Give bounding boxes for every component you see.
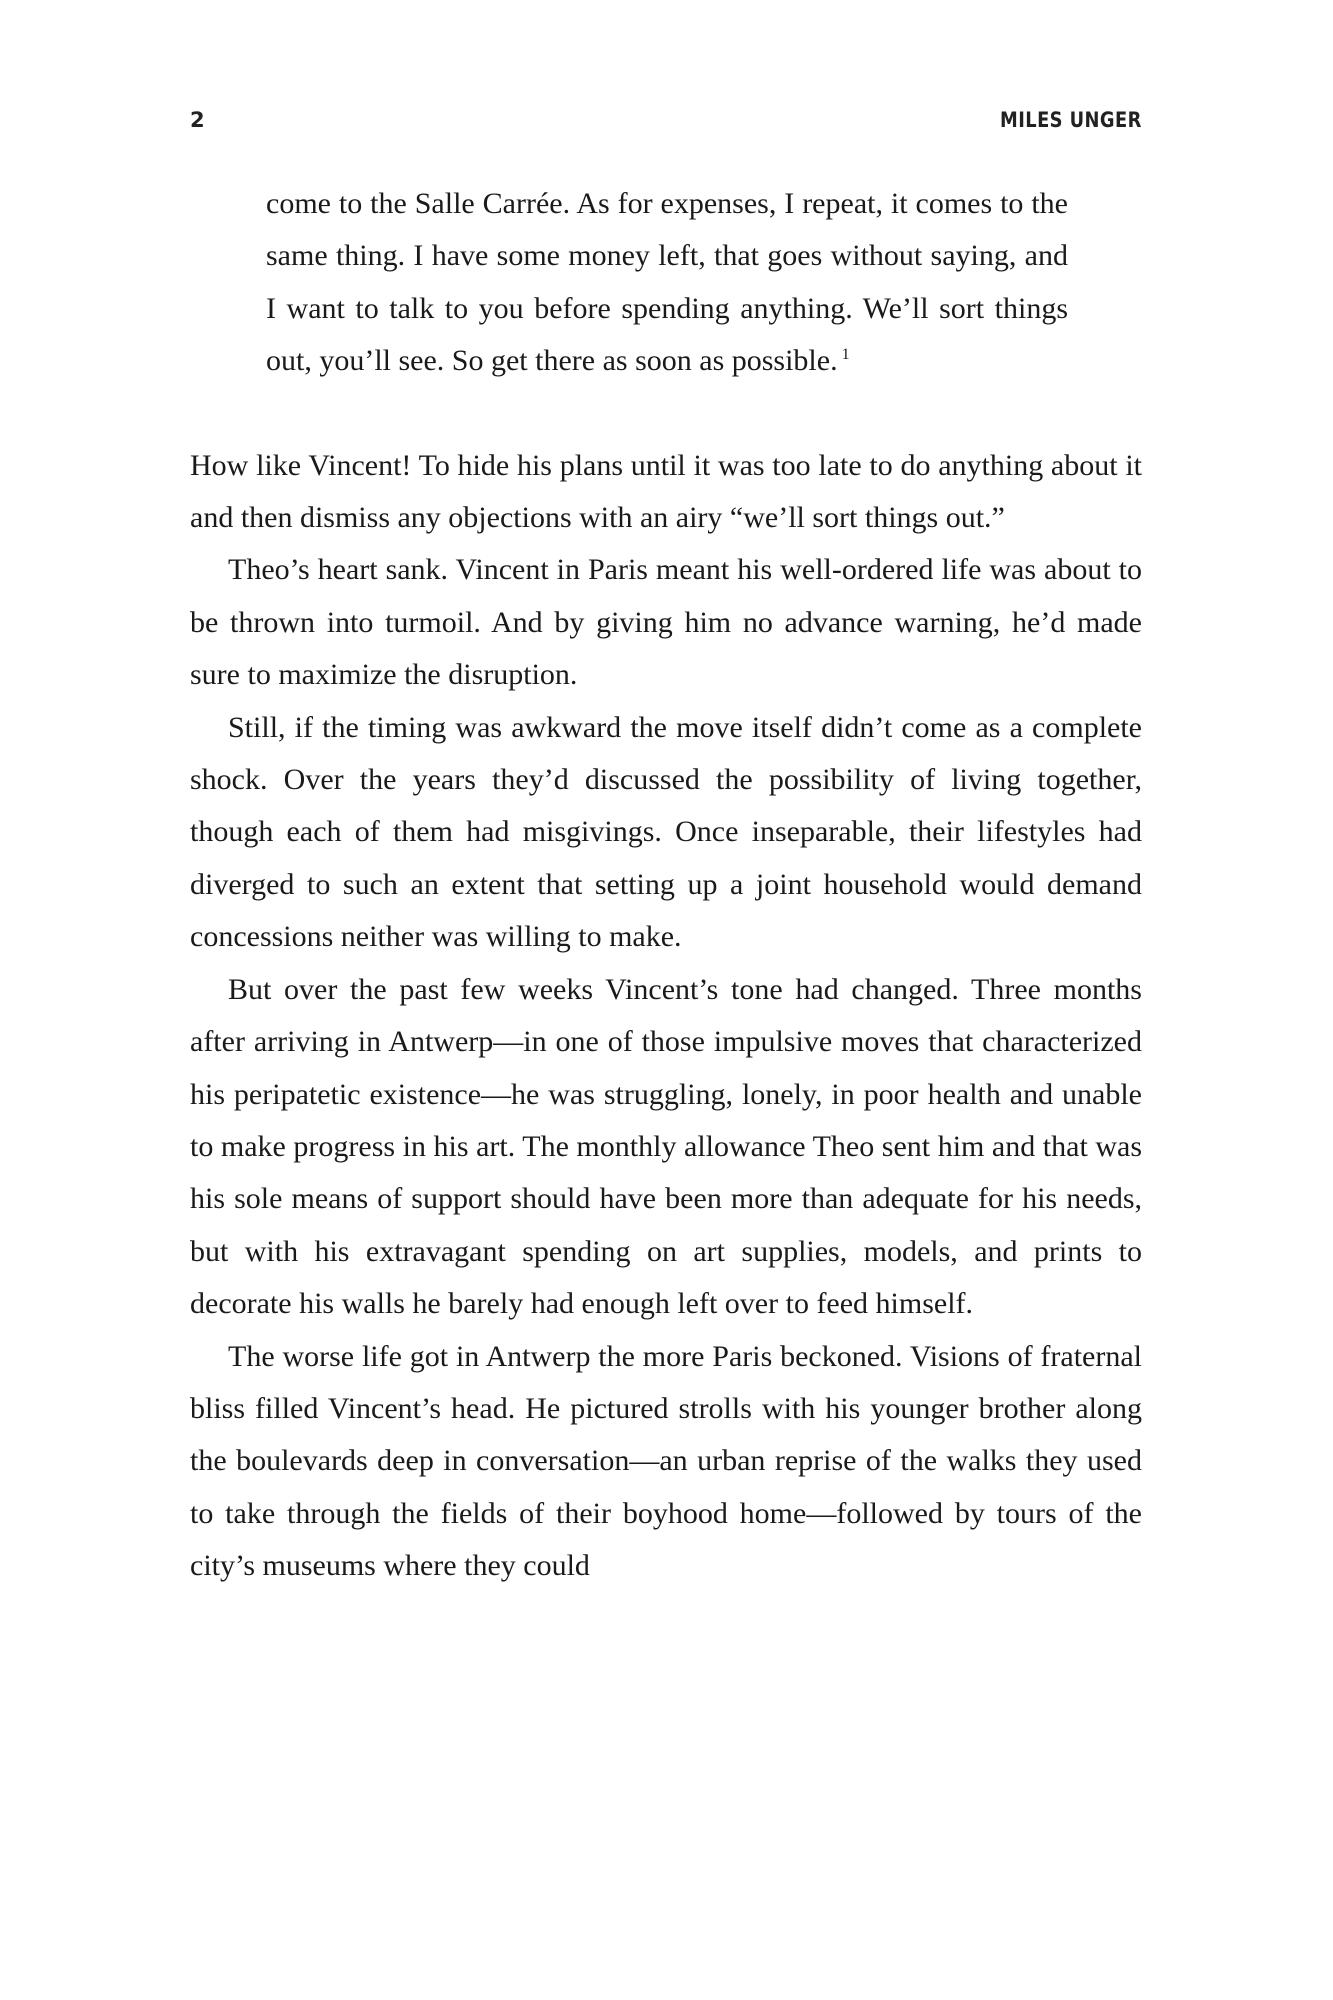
running-head: [190, 108, 1142, 148]
block-quote: [266, 178, 1068, 388]
page-number: 2: [190, 108, 206, 132]
quote-text: come to the Salle Carrée. As for expenses, I repeat, it comes to the same thing. I have some money left, that goes without saying, and I want to talk to you before spending anything. We’ll sort things out, you’ll see. So get there as soon as possible.: [266, 187, 1068, 378]
footnote-reference[interactable]: 1: [841, 346, 850, 364]
paragraph: The worse life got in Antwerp the more Paris beckoned. Visions of fraternal bliss filled Vincent’s head. He pictured strolls with his younger brother along the boulevards deep in conversation—an urban reprise of the walks they used to take through the fields of their boyhood home—followed by tours of the city’s museums where they could: [190, 1339, 1142, 1583]
paragraph: Still, if the timing was awkward the move itself didn’t come as a complete shock. Over the years they’d discussed the possibility of living together, though each of them had misgivings. Once inseparable, their lifestyles had diverged to such an extent that setting up a joint household would demand concessions neither was willing to make.: [190, 710, 1142, 954]
paragraph: But over the past few weeks Vincent’s tone had changed. Three months after arriving in Antwerp—in one of those impulsive moves that characterized his peripatetic existence—he was struggling, lonely, in poor health and unable to make progress in his art. The monthly allowance Theo sent him and that was his sole means of support should have been more than adequate for his needs, but with his extravagant spending on art supplies, models, and prints to decorate his walls he barely had enough left over to feed himself.: [190, 972, 1142, 1321]
paragraph: How like Vincent! To hide his plans until it was too late to do anything about it and then dismiss any objections with an airy “we’ll sort things out.”: [190, 448, 1142, 535]
running-head-author: MILES UNGER: [1000, 108, 1142, 132]
paragraph: Theo’s heart sank. Vincent in Paris meant his well-ordered life was about to be thrown into turmoil. And by giving him no advance warning, he’d made sure to maximize the disruption.: [190, 553, 1142, 692]
body-text: [190, 178, 1142, 1593]
paragraph-block: [190, 440, 1142, 1593]
